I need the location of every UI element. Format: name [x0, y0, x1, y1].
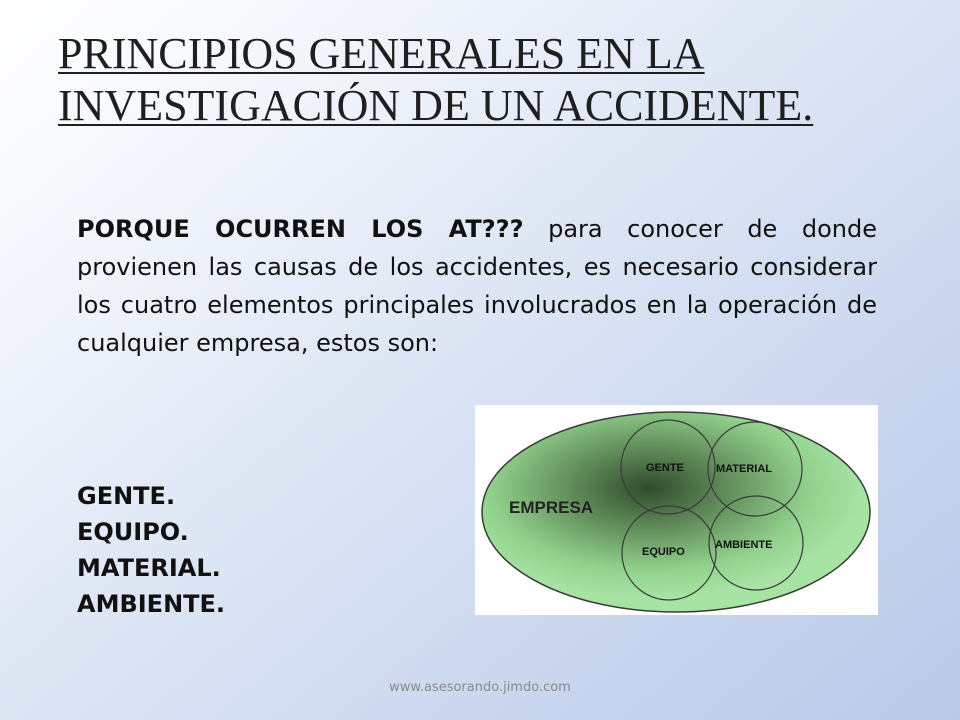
intro-paragraph [77, 210, 877, 362]
list-item: GENTE. [77, 482, 176, 510]
elements-list [77, 478, 225, 622]
title-line-2: INVESTIGACIÓN DE UN ACCIDENTE. [58, 81, 814, 130]
footer-url: www.asesorando.jimdo.com [389, 680, 571, 695]
list-item: MATERIAL. [77, 554, 221, 582]
intro-text: para conocer de donde provienen las causas de los accidentes, es necesario considerar los cuatro elementos principales involucrados en la operación de cualquier empresa, estos son: [77, 215, 877, 357]
list-item: EQUIPO. [77, 518, 189, 546]
label-empresa: EMPRESA [509, 498, 594, 517]
venn-diagram [475, 405, 878, 615]
intro-lead: PORQUE OCURREN LOS AT??? [77, 215, 524, 243]
page-title [58, 28, 918, 132]
label-gente: GENTE [646, 462, 684, 474]
label-equipo: EQUIPO [642, 546, 685, 558]
label-ambiente: AMBIENTE [715, 539, 773, 551]
label-material: MATERIAL [716, 463, 773, 475]
list-item: AMBIENTE. [77, 590, 226, 618]
title-line-1: PRINCIPIOS GENERALES EN LA [58, 29, 705, 78]
